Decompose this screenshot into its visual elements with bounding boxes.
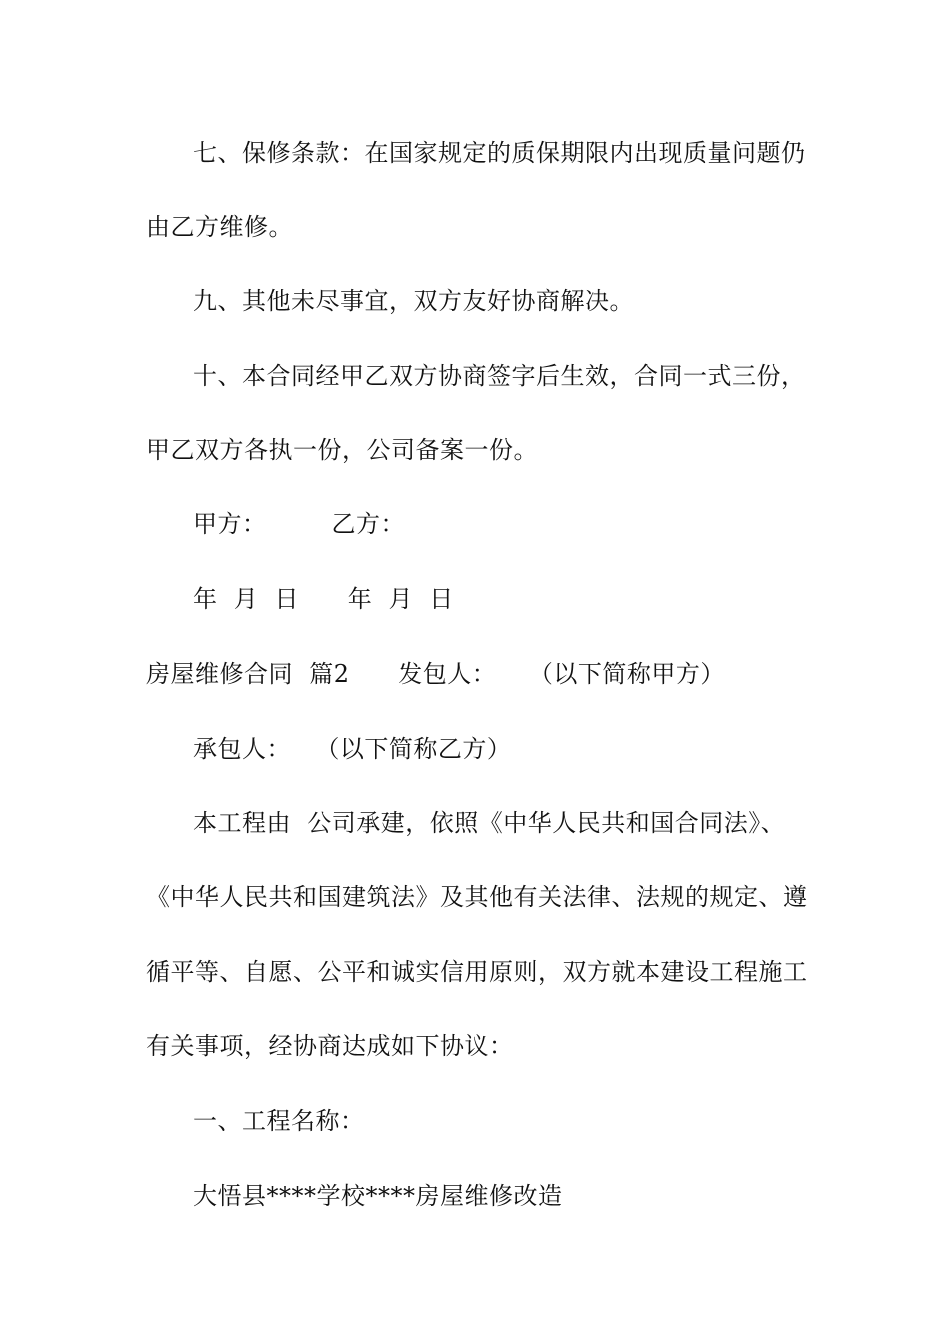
clause-10-line-2: 甲乙双方各执一份，公司备案一份。: [146, 436, 538, 464]
preamble-line-4: 有关事项，经协商达成如下协议：: [146, 1032, 514, 1060]
preamble-line-1: 本工程由 公司承建，依照《中华人民共和国合同法》、: [193, 809, 786, 837]
clause-9: 九、其他未尽事宜，双方友好协商解决。: [193, 287, 634, 315]
clause-7-line-2: 由乙方维修。: [146, 213, 293, 241]
clause-7-line-1: 七、保修条款：在国家规定的质保期限内出现质量问题仍: [193, 139, 806, 167]
project-name: 大悟县****学校****房屋维修改造: [193, 1182, 563, 1210]
section-1-title: 一、工程名称：: [193, 1107, 365, 1135]
signature-parties: 甲方： 乙方：: [193, 510, 406, 538]
contract-2-heading: 房屋维修合同 篇2 发包人： （以下简称甲方）: [146, 660, 725, 688]
contractor-line: 承包人： （以下简称乙方）: [193, 735, 512, 763]
clause-10-line-1: 十、本合同经甲乙双方协商签字后生效，合同一式三份，: [193, 362, 806, 390]
signature-dates: 年 月 日 年 月 日: [193, 585, 454, 613]
preamble-line-2: 《中华人民共和国建筑法》及其他有关法律、法规的规定、遵: [146, 883, 808, 911]
preamble-line-3: 循平等、自愿、公平和诚实信用原则，双方就本建设工程施工: [146, 958, 808, 986]
